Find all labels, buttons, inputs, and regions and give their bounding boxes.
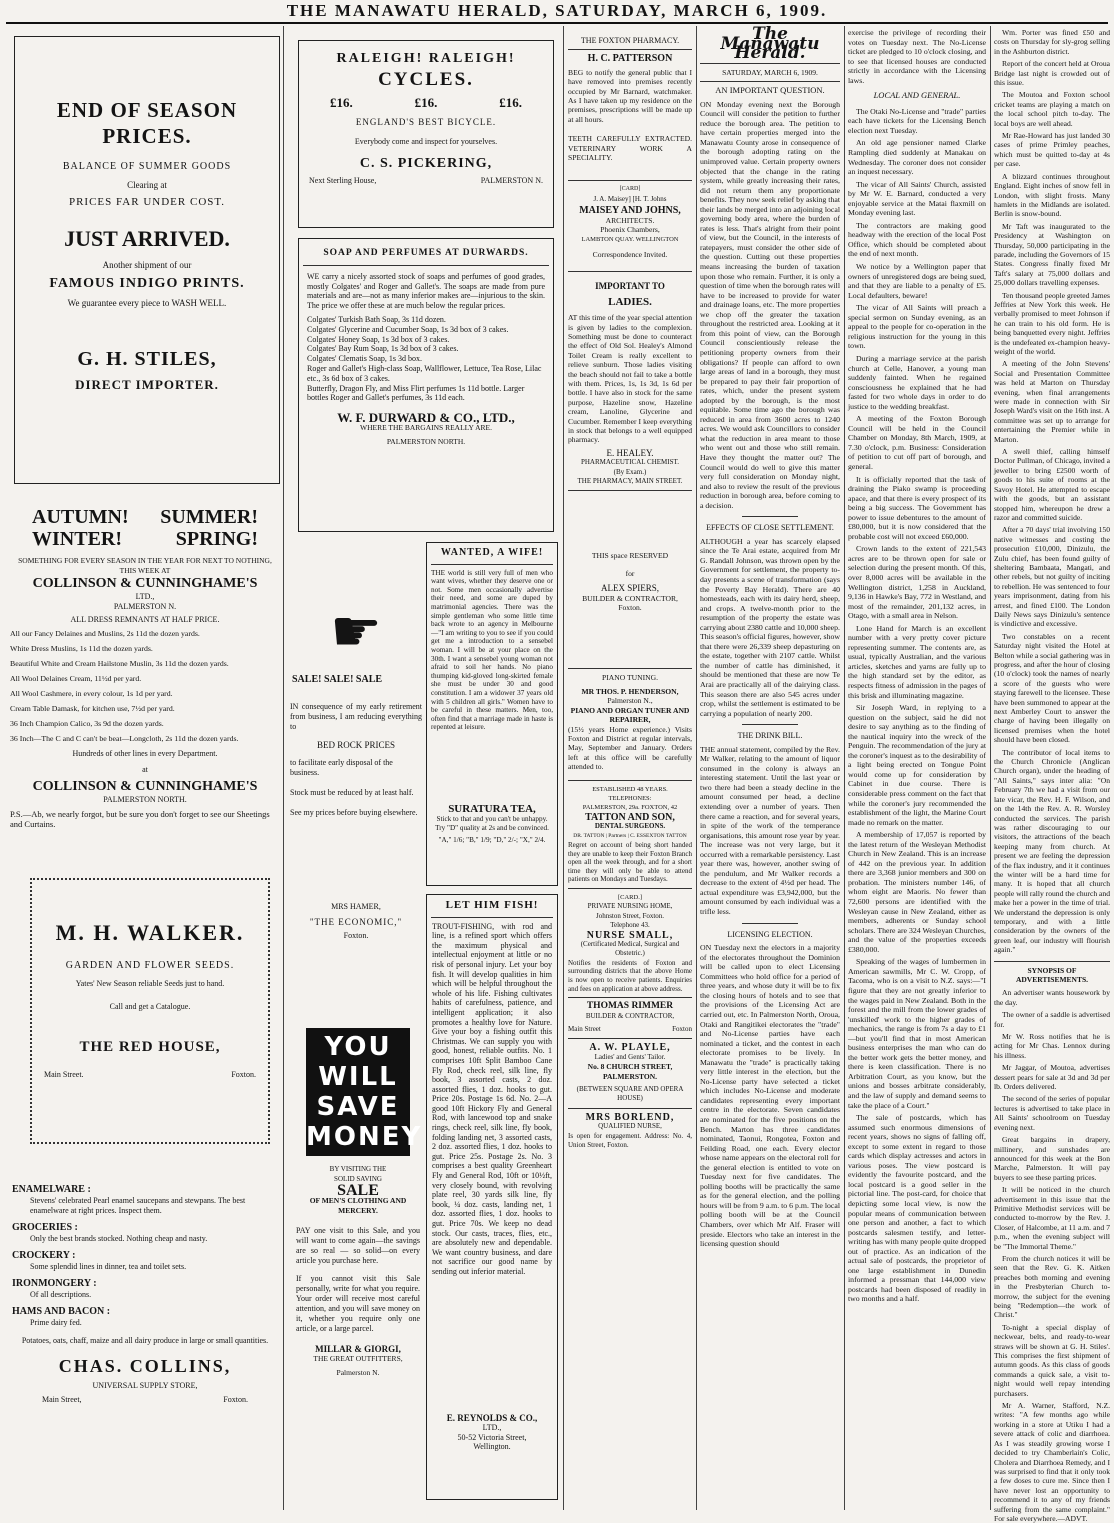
durward-advert <box>298 238 554 532</box>
nurse-home: PRIVATE NURSING HOME, <box>587 902 673 911</box>
maisey-corr: Correspondence Invited. <box>592 249 668 259</box>
fish-ltd: LTD., <box>482 1423 502 1433</box>
collinson-h1a: AUTUMN! <box>32 506 129 528</box>
column-rule <box>990 26 991 1510</box>
collinson-item: Beautiful White and Cream Hailstone Muslin, 3s 11d the dozen yards. <box>10 659 229 668</box>
stiles-title: END OF SEASON PRICES. <box>56 98 238 148</box>
stiles-role: DIRECT IMPORTER. <box>75 377 219 392</box>
patterson-text: BEG to notify the general public that I have removed into premises recently occupied by Mr Barnard, watchmaker. As I have taken up my residence on the premises, prescriptions will be made up at all hours. <box>568 67 692 124</box>
fish-text: TROUT-FISHING, with rod and line, is a refined sport which offers the maximum physical and intellectual enjoyment at little or no risk of personal injury. Let your boy fish. It will develop qualities in him which will be helpful throughout the whole of his life. Fishing cultivates habits of carefulness, patience, and intelligent application; it also promotes a healthy love for Nature. Give your boy a fishing outfit this Christmas. We can supply you with good, honest, reliable outfits. No. 1 comprises 10ft Split Bamboo Cane Fly Rod, check reel, silk line, fly book, 3 assorted casts, 2 doz. assorted flies, 1 doz. hooks to gut. Price 20s. Postage 1s 6d. No. 2—A good 10ft Hickory Fly and General Rod, with lancewood top and snake rings, check reel, silk line, fly book, folding landing net, 3 assorted casts, 2 doz. assorted flies, 1 doz. hooks to gut. Price 25s. Postage 2s. No. 3 comprises a best quality Greenheart Fly and General Rod, 10ft or 10½ft, very closely bound, with revolving plate reel, 30 yards silk line, fly book, ¼ doz. casts, landing net, 1 doz. assorted flies, 1 doz. hooks to gut. Price 70s. We keep no dead stock. Our casts, traces, flies, etc., are absolutely new and dependable. We want country business, and dare not sacrifice our good name by sending out inferior material. <box>432 921 552 1276</box>
local-general-item: The Otaki No-License and "trade" parties each have tickets for the Licensing Bench election next Tuesday. <box>848 106 986 135</box>
local-general-item: The sale of postcards, which has assumed such enormous dimensions of recent years, shows no signs of falling off, except to some extent in regard to those cards which display actresses and actors in various poses. The view postcard is evidently the favourite postcard, and the local postcard is a good seller in the pictorial line. The post-card, for choice that depicting some local view, is now the popular means of communication between one person and another, a fact to which postcards salesmen testify, and letter-writing has with many people quite dropped out of practice. As an indication of the actual sale of postcards, the proprietor of one large establishment in Dunedin informed a pressman that 144,000 view postcards had been disposed of readily in two months and a half. <box>848 1113 986 1304</box>
news-item: A blizzard continues throughout England. Eight inches of snow fell in London, with slight frosts. Many hamlets in the Midlands are isolated. Berlin is snow-bound. <box>994 171 1110 219</box>
settlement-title: EFFECTS OF CLOSE SETTLEMENT. <box>706 523 834 533</box>
news-item: Mr Taft was inaugurated to the Presidency at Washington on Thursday, 50,000 participating in the parade, including the Governors of 15 States. Congress finally fixed Mr Taft's salary at 75,000 dollars and 25,000 dollars travelling expenses. <box>994 221 1110 288</box>
nurse-tel: Telephone 43. <box>610 921 650 930</box>
pointing-hand-icon: ☛ <box>330 599 382 664</box>
news-item: Report of the concert held at Oroua Bridge last night is crowded out of this issue. <box>994 59 1110 88</box>
local-general-title: LOCAL AND GENERAL. <box>873 90 961 101</box>
news-item: Mr Rae-Howard has just landed 30 cases of prime Primley peaches, which must be quitted to-day at 4s per case. <box>994 131 1110 169</box>
fish-head: LET HIM FISH! <box>431 895 553 918</box>
collinson-item: 36 Inch Champion Calico, 3s 9d the dozen yards. <box>10 719 164 728</box>
raleigh-addr: Next Sterling House, <box>309 176 377 185</box>
collins-advert <box>12 1178 278 1508</box>
collinson-item: White Dress Muslins, 1s 11d the dozen yards. <box>10 644 153 653</box>
piano-role: PIANO AND ORGAN TUNER AND REPAIRER, <box>570 705 690 725</box>
raleigh-best: ENGLAND'S BEST BICYCLE. <box>355 117 497 127</box>
healey-exam: (By Exam.) <box>613 467 647 476</box>
nurse-text: Notifies the residents of Foxton and surrounding districts that the above Home is now open to receive patients. Enquiries and fees on application at above address. <box>568 958 692 993</box>
spiers-text: THIS space RESERVED <box>591 551 669 561</box>
collinson-remnants: ALL DRESS REMNANTS AT HALF PRICE. <box>70 615 220 624</box>
raleigh-name: C. S. PICKERING, <box>359 156 493 171</box>
column-4 <box>568 28 692 1508</box>
durward-item: Roger and Gallet's High-class Soap, Wallflower, Lettuce, Tea Rose, Lilac etc., 3s 6d box of 3 cakes. <box>307 363 542 383</box>
stiles-advert <box>14 36 280 484</box>
synopsis-title: SYNOPSIS OF ADVERTISEMENTS. <box>1015 965 1089 984</box>
millar-of: OF MEN'S CLOTHING AND MERCERY. <box>309 1196 407 1215</box>
walker-line1: GARDEN AND FLOWER SEEDS. <box>65 960 235 971</box>
wife-head: WANTED, A WIFE! <box>431 543 553 565</box>
collinson-town2: PALMERSTON NORTH. <box>103 795 187 804</box>
column-5 <box>700 24 840 1508</box>
playle-addr: No. 8 CHURCH STREET, PALMERSTON. <box>587 1062 673 1081</box>
local-general-item: Speaking of the wages of lumbermen in American sawmills, Mr C. W. Cropp, of Tacoma, who is on a visit to N.Z. says:—"I figure that they are not greatly inferior to the wages paid in New Zealand. Both in the forest and the mill from the lower grades of 'unskilled' work to the higher grades of mechanics, the range is from 7s a day to £1—but you'll find that in most American business enterprises the man who can do the better work gets the better money, and there is keen classification. There is no Arbitration Court, as you know, but the unions and bosses arbitrate considerably, and the law of supply and demand seems to take the place of a Court." <box>848 957 986 1110</box>
local-general-item: We notice by a Wellington paper that owners of unregistered dogs are being sued, and that they are liable to a penalty of £5. Local defaulters, beware! <box>848 262 986 300</box>
local-general-item: It is officially reported that the task of draining the Piako swamp is proceeding apace, and that there is every prospect of its being a big success. The Government has power to issue debentures to the amount of £80,000, but it is now considered that the probable cost will not exceed £60,000. <box>848 474 986 541</box>
collinson-h1b: SUMMER! <box>160 506 258 528</box>
synopsis-item: The owner of a saddle is advertised for. <box>994 1010 1110 1029</box>
collinson-item: 36 Inch—The C and C can't be beat—Longcloth, 2s 11d the dozen yards. <box>10 734 239 743</box>
maisey-addr: Phoenix Chambers, <box>600 225 660 235</box>
piano-addr: Palmerston N., <box>607 696 653 706</box>
healey-head2: LADIES. <box>608 295 652 308</box>
spiers-for: for <box>625 568 635 578</box>
synopsis-item: Mr A. Warner, Stafford, N.Z. writes: "A few months ago while working in a store at Utiku I had a severe attack of colic and diarrhoea. As I was steadily growing worse I decided to try Chamberlain's Colic, Cholera and Diarrhoea Remedy, and I was surprised to find that it only took a few doses to cure me. Since then I have never lost an opportunity to recommend it to any of my friends suffering from the same complaint." For sale everywhere.—ADVT. <box>994 1401 1110 1523</box>
drink-title: THE DRINK BILL. <box>737 731 803 741</box>
editorial-title: AN IMPORTANT QUESTION. <box>715 85 825 96</box>
synopsis-item: Mr Jaggar, of Moutoa, advertises dessert pears for sale at 3d and 3d per lb. Orders delivered. <box>994 1063 1110 1092</box>
fish-addr: 50-52 Victoria Street, <box>457 1432 527 1442</box>
news-item: After a 70 days' trial involving 150 native witnesses and costing the prosecution £10,000, Dinizulu, the Zulu chief, has been found guilty of sheltering Bambaata, Mangati, and other rebels, but not guilty of inciting to rebellion. He was sentenced to four years imprisonment, dating from his arrest, and fined £100. The London Daily News says Dinizulu's sentence is vindictive and excessive. <box>994 525 1110 629</box>
local-general-item: An old age pensioner named Clarke Rampling died suddenly at Manakau on Wednesday. The coroner does not consider an inquest necessary. <box>848 138 986 177</box>
collins-potatoes: Potatoes, oats, chaff, maize and all dairy produce in large or small quantities. <box>21 1336 269 1345</box>
synopsis-item: It will be noticed in the church advertisement in this issue that the Primitive Methodist services will be conducted to-morrow by the Rev. J. Closer, of Halcombe, at 11 a.m. and 7 p.m., when the evening subject will be "The Immortal Theme." <box>994 1185 1110 1251</box>
millar-text2: If you cannot visit this Sale personally, write for what you require. Your order will receive most careful attention, and you will save money on it, whether you require only one article, or a large parcel. <box>296 1274 420 1333</box>
stiles-indigo: FAMOUS INDIGO PRINTS. <box>49 276 245 291</box>
news-item: The Moutoa and Foxton school cricket teams are playing a match on the local school pitch to-day. The local boys are well ahead. <box>994 90 1110 128</box>
raleigh-cycles: CYCLES. <box>378 69 474 90</box>
stiles-line4: Another shipment of our <box>102 260 192 270</box>
healey-shop: THE PHARMACY, MAIN STREET. <box>577 477 683 486</box>
column-rule <box>696 26 697 1510</box>
raleigh-invite: Everybody come and inspect for yourselves. <box>354 137 498 146</box>
healey-role: PHARMACEUTICAL CHEMIST. <box>580 458 679 467</box>
spiers-role: BUILDER & CONTRACTOR, <box>582 593 678 603</box>
maisey-role: ARCHITECTS. <box>605 215 655 225</box>
collins-store: UNIVERSAL SUPPLY STORE, <box>92 1381 198 1390</box>
tatton-est: ESTABLISHED 48 YEARS. <box>592 785 668 793</box>
local-general-item: A membership of 17,057 is reported by the latest return of the Wesleyan Methodist Church in New Zealand. This is an increase of 442 on the previous year. In addition there are 3,368 junior members and 300 on probation. The ministers number 146, of whom eight are Maoris. No fewer than 72,600 persons are identified with the Wesleyan cause in New Zealand, either as members, adherents or Sunday school scholars. There are 324 Wesleyan Churches, and the value of the properties exceeds £380,000. <box>848 830 986 954</box>
tatton-name: TATTON AND SON, <box>585 811 675 823</box>
synopsis-item: Great bargains in drapery, millinery, and sunshades are announced for this week at the Bon Marche, Palmerston. It will pay buyers to see these parting prices. <box>994 1135 1110 1182</box>
ywsm-money: MONEY <box>306 1122 423 1152</box>
local-general-item: During a marriage service at the parish church at Celle, Hanover, a young man suddenly fainted. When he regained consciousness he explained that he had fasted for two whole days in order to do justice to the wedding breakfast. <box>848 353 986 411</box>
patterson-head: THE FOXTON PHARMACY. <box>580 36 680 45</box>
playle-role: Ladies' and Gents' Tailor. <box>594 1052 666 1061</box>
collinson-items <box>10 629 280 744</box>
nurse-card: [CARD.] <box>617 893 642 901</box>
stiles-line1: BALANCE OF SUMMER GOODS <box>62 161 232 172</box>
settlement-body: ALTHOUGH a year has scarcely elapsed since the Te Arai estate, acquired from Mr G. Randall Johnson, was thrown open by the Government for settlement, the property to-day presents a scene of transformation (says the Poverty Bay Herald). There are 40 homesteads, each with its dairy herd, sheep, and crops. A twelve-month prior to the resumption of the property the estate was carrying about 2380 cattle and 10,000 sheep. This season's official figures, however, show that there were 26,339 sheep depasturing on the estate, together with 2107 cattle. Whilst the number of cattle has diminished, it should be mentioned that these are now Te Arai are practically all of the dairying class. This season there are also 545 acres under crop, whilst the settlement is estimated to be carrying a population of nearly 200. <box>700 536 840 718</box>
walker-town: Foxton. <box>231 1070 256 1079</box>
collinson-town: PALMERSTON N. <box>113 602 177 611</box>
piano-name: MR THOS. P. HENDERSON, <box>581 686 679 696</box>
collinson-h2b: SPRING! <box>175 528 258 550</box>
licensing-body: ON Tuesday next the electors in a majority of the electorates throughout the Dominion will be called upon to elect Licensing Committees who hold office for a period of three years, and whose duty it will be to fix the closing hours of hotels and to see that the provisions of the Licensing Act are carried out, etc. In Palmerston North, Oroua, Otaki and Rangitikei electorates the "trade" and No-License parties have each nominated a ticket, and the contest in each electorate promises to be lively. In Manawatu the "trade" is practically taking very little interest in the election, but the No-License party have selected a ticket which includes No-License and moderate candidates representing every important centre in the electorate. Seven candidates are nominated for the five positions on the Bench. Marton has three candidates nominated, Taonui, Rongotea, Foxton and Feilding Road, one each. Every elector whose name appears on the electoral roll for the general election is entitled to vote on Tuesday next for five candidates. The polling booths will be practically the same as for the general election, and the polling hours will be from 9 a.m. to 6 p.m. The local polling booth will be at the Council Chambers, over which Mr Alf. Fraser will preside. Electors who take an interest in the licensing question should <box>700 943 840 1249</box>
borlend-text: Is open for engagement. Address: No. 4, Union Street, Foxton. <box>568 1131 692 1150</box>
collins-section-text: Prime dairy fed. <box>30 1318 82 1327</box>
collins-name: CHAS. COLLINS, <box>58 1356 232 1376</box>
local-general-item: Lone Hand for March is an excellent number with a very pretty cover picture representing summer. The contents are, as usual, typically Australian, and the various articles, sketches and yarns are fully up to the high standard set by the editor, as respects fitness of admission in the pages of this brisk and illuminating magazine. <box>848 623 986 700</box>
newspaper-name: The Manawatu Herald. <box>720 24 820 64</box>
synopsis-item: The second of the series of popular lectures is advertised to take place in All Saints' schoolroom on Tuesday evening next. <box>994 1094 1110 1132</box>
durward-item: Butterfly, Dragon Fly, and Miss Flirt perfumes 1s 11d bottle. Larger bottles Roger and Gallet's perfumes, 3s 11d each. <box>307 383 525 403</box>
durward-items <box>299 313 553 405</box>
news-item: A meeting of the John Stevens' Social and Presentation Committee was held at Marton on Thursday evening, when final arrangements were made in connection with Sir Joseph Ward's visit on the 16th inst. A committee was set up to arrange for entertaining the Premier while in Marton. <box>994 359 1110 444</box>
borlend-name: MRS BORLEND, <box>585 1111 675 1123</box>
tatton-role: DENTAL SURGEONS. <box>594 822 666 831</box>
local-general-item: The vicar of All Saints' Church, assisted by Mr W. E. Barnard, conducted a very enjoyable service at the Matai flaxmill on Monday evening last. <box>848 179 986 218</box>
piano-text: (15½ years Home experience.) Visits Foxton and District at regular intervals, May, September and January. Orders left at this office will be carefully attended to. <box>568 724 692 772</box>
hamer-body <box>290 696 422 876</box>
durward-text: WE carry a nicely assorted stock of soaps and perfumes of good grades, mostly Colgates' and Roger and Gallet's. The soaps are made from pure materials and are—not as many inferior makes are—injurious to the skin. The price we offer these at are much below the regular prices. <box>307 271 545 311</box>
walker-name: M. H. WALKER. <box>55 920 245 945</box>
raleigh-town: PALMERSTON N. <box>480 176 543 185</box>
rimmer-role: BUILDER & CONTRACTOR, <box>585 1011 675 1020</box>
news-items <box>994 28 1110 955</box>
durward-item: Colgates' Turkish Bath Soap, 3s 11d dozen. <box>307 314 446 324</box>
wife-advert <box>426 542 558 886</box>
durward-head: SOAP AND PERFUMES AT DURWARDS. <box>303 243 549 266</box>
local-general-item: The vicar of All Saints will preach a special sermon on Sunday evening, as an appeal to the people for co-operation in the religious instruction for the young in this town. <box>848 303 986 351</box>
durward-item: Colgates' Glycerine and Cucumber Soap, 1s 3d box of 3 cakes. <box>307 324 509 334</box>
collinson-intro: SOMETHING FOR EVERY SEASON IN THE YEAR FOR NEXT TO NOTHING, THIS WEEK AT <box>18 556 272 575</box>
tatton-text: Regret on account of being short handed they are unable to keep their Foxton Branch open all the week through, and for a short time they will only be able to attend patients on Mondays and Tuesdays. <box>568 840 692 884</box>
collins-section-head: IRONMONGERY : <box>12 1278 97 1289</box>
millar-sale: SALE <box>337 1182 379 1199</box>
collinson-ps: P.S.—Ab, we nearly forgot, but be sure you don't forget to see our Sheetings and Curtains. <box>10 809 270 829</box>
wife-tea: SURATURA TEA, <box>448 802 536 815</box>
editorial-date: SATURDAY, MARCH 6, 1909. <box>722 67 818 77</box>
collins-sections <box>12 1184 278 1328</box>
maisey-names: J. A. Maisey] [H. T. Johns <box>593 194 667 203</box>
hamer-shop: "THE ECONOMIC," <box>309 917 403 927</box>
collinson-item: Cream Table Damask, for kitchen use, 7½d per yard. <box>10 704 175 713</box>
hamer-text1: IN consequence of my early retirement from business, I am reducing everything to <box>290 702 422 731</box>
healey-name: E. HEALEY. <box>606 447 654 458</box>
synopsis-item: To-night a special display of neckwear, belts, and ready-to-wear straws will be shown at G. H. Stiles'. This comprises the first shipment of autumn goods. As this class of goods commands a quick sale, a visit to-night would well repay intending purchasers. <box>994 1322 1110 1398</box>
synopsis-item: Mr W. Ross notifies that he is acting for Mr Chas. Lennox during his illness. <box>994 1032 1110 1060</box>
collinson-h2a: WINTER! <box>32 528 123 550</box>
synopsis-items <box>994 988 1110 1523</box>
durward-item: Colgates' Honey Soap, 1s 3d box of 3 cakes. <box>307 334 450 344</box>
hamer-signature <box>290 890 422 980</box>
editorial-body: ON Monday evening next the Borough Council will consider the petition to further reduce the borough area. The petition to have certain properties merged into the Manawatu County arose in consequence of the borough adopting rating on the unimproved value. Certain property owners objected that the change in the rating system, while greatly increasing their rates, did not return them any proportionate benefits. They now seek relief by asking that their lands be merged into an adjoining local governing body area, where the burden of rates is less. That's alright from their point of view, but the Council, in the interests of ratepayers, must consider the other side of the question. Cutting out these properties means increasing the burden of taxation upon those who remain. Further, it is only a question of time when the borough rates will have to be increased to provide for water and drainage loans, etc. The more properties we chop off the greater the taxation throughout the restricted area. Looking at it from this point of view, can the Borough Council conscientiously release the petitioning property owners from their obligations? If people can afford to own large areas of land in a borough, they must be prepared to pay their fair proportion of rates, which, under the present system adopted by the borough, is the most equitable. Some time ago the borough was reduced in area from 3600 acres to 1240 acres. We would ask Councillors to consider what the reduction in area meant to those who went out and those who still remain. Have they thought the matter out? The Council would do well to give this matter very full consideration on Monday night, and also to review the result of the previous reduction in borough area, before coming to a decision. <box>700 99 840 510</box>
playle-name: A. W. PLAYLE, <box>589 1042 671 1054</box>
collins-section-text: Of all descriptions. <box>30 1290 92 1299</box>
ywsm-save: SAVE <box>316 1092 400 1122</box>
local-general-item: Sir Joseph Ward, in replying to a question on the subject, said he did not desire to say anything as to the finding of the nautical inquiry into the wreck of the Penguin. The recommendation of the jury at the coroner's inquest as to the desirability of a light being erected on Tongue Point would come up for consideration by Cabinet in due course. There is considerable press comment on the fact that while the coroner's jury recommended the establishment of the light, the Marine Court made no remark on the matter. <box>848 703 986 827</box>
millar-tag: THE GREAT OUTFITTERS, <box>313 1354 403 1363</box>
fish-town: Wellington. <box>473 1442 511 1452</box>
collins-section-head: GROCERIES : <box>12 1222 78 1233</box>
nurse-street: Johnston Street, Foxton. <box>595 911 665 920</box>
maisey-firm: MAISEY AND JOHNS, <box>579 205 681 217</box>
healey-head1: IMPORTANT TO <box>595 281 665 292</box>
news-item: Wm. Porter was fined £50 and costs on Thursday for sly-grog selling in the Ashburton district. <box>994 28 1110 56</box>
column-6 <box>848 28 986 1508</box>
hamer-bedrock: BED ROCK PRICES <box>316 740 396 750</box>
tatton-partners: DR. TATTON | Partners | C. ESSEXTON TATTON <box>573 832 687 839</box>
millar-advert <box>296 1018 423 1508</box>
stiles-line2: Clearing at <box>127 180 167 190</box>
news-item: Two constables on a recent Saturday night visited the Hotel at Belton while a social gathering was in progress, and after the hour of closing (10 o'clock) took the names of nearly a score of the guests who were staying farewell to the licensee. These have been summoned to appear at the next Amberley Court to answer the charge of having been illegally on licensed premises when the hotel should have been closed. <box>994 631 1110 745</box>
ywsm-will: WILL <box>318 1062 398 1092</box>
rimmer-name: THOMAS RIMMER <box>586 1001 674 1012</box>
collins-town: Foxton. <box>223 1395 248 1404</box>
patterson-teeth: TEETH CAREFULLY EXTRACTED. VETERINARY WORK A SPECIALITY. <box>568 134 692 163</box>
licensing-continued: exercise the privilege of recording their votes on Tuesday next. The No-License ticket are pledged to 10 o'clock closing, and to see that licensed houses are conducted strictly in accordance with the Licensing laws. <box>848 28 986 85</box>
fish-advert <box>426 894 558 1500</box>
healey-text: AT this time of the year special attention is given by ladies to the complexion. Something must be done to counteract the effect of Old Sol. Healey's Almond Toilet Cream is really excellent to relieve sunburn. Those ladies visiting the beach should not fail to take a bottle with them. Prices, 1s, 1s 3d, 1s 6d per bottle. I have also in stock for the same purpose, Hazeline snow, Hazeline cream, Lanoline, Glycerine and Cucumber. Remember I keep everything in stock that belongs to a well equipped pharmacy. <box>568 313 692 445</box>
tatton-phones: PALMERSTON, 29a. FOXTON, 42 <box>582 804 678 812</box>
nurse-name: NURSE SMALL, <box>586 929 674 941</box>
drink-body: THE annual statement, compiled by the Rev. Mr Walker, relating to the amount of liquor consumed in the colony is always an interesting statement. Until the last year or two there had been a steady decline in the amount consumed per head, a decline extending over a number of years. Then there came a reaction, and for several years, in spite of the work of the temperance organisations, this amount rose year by year. The increase was not very large, but it occurred with a remarkable persistency. Last year there was, however, another swing of the pendulum, and Mr Walker records a decrease to the extent of 4½d per head. The actual expenditure was £3,942,000, but the amount consumed by each individual was a trifle less. <box>700 744 840 917</box>
raleigh-advert <box>298 40 554 228</box>
collinson-firm: COLLINSON & CUNNINGHAME'S <box>32 576 258 591</box>
masthead: THE MANAWATU HERALD, SATURDAY, MARCH 6, 1909. <box>286 1 828 20</box>
walker-advert <box>30 878 270 1144</box>
hamer-sale: SALE! SALE! SALE <box>292 674 383 685</box>
raleigh-price-2: £16. <box>414 95 438 110</box>
stiles-just-arrived: JUST ARRIVED. <box>64 226 230 251</box>
durward-item: Colgates' Bay Rum Soap, 1s 3d box of 3 cakes. <box>307 344 459 354</box>
local-general-item: Crown lands to the extent of 221,543 acres are to be thrown open for sale or selection during the present month. Of this, over 8,000 acres will be available in the Wellington district, 1,258 in Auckland, 9,136 in Hawke's Bay, 772 in Westland, and most of the remainder, 201,132 acres, in Otago, with a small area in Nelson. <box>848 544 986 621</box>
spiers-town: Foxton. <box>618 603 642 613</box>
local-general-item: The contractors are making good headway with the erection of the local Post Office, which should be completed about the end of next month. <box>848 220 986 259</box>
collins-section-head: HAMS AND BACON : <box>12 1306 111 1317</box>
collinson-firm2: COLLINSON & CUNNINGHAME'S <box>32 779 258 794</box>
collins-section-text: Only the best brands stocked. Nothing cheap and nasty. <box>30 1234 208 1243</box>
collinson-at: at <box>142 765 148 774</box>
column-7 <box>994 28 1110 1523</box>
raleigh-price-1: £16. <box>329 95 353 110</box>
collinson-item: All Wool Cashmere, in every colour, 1s 1d per yard. <box>10 689 173 698</box>
walker-street: Main Street. <box>44 1070 84 1079</box>
piano-head: PIANO TUNING. <box>602 673 658 683</box>
column-rule <box>283 26 284 1510</box>
tatton-tel: TELEPHONES: <box>608 794 652 802</box>
hamer-text3: Stock must be reduced by at least half. <box>290 788 414 797</box>
local-general-item: A meeting of the Foxton Borough Council will be held in the Council Chamber on Monday, 8th March, 1909, at 7.30 o'clock, p.m. Business: Consideration of petition to cut off part of borough, and general. <box>848 414 986 471</box>
collinson-item: All our Fancy Delaines and Muslins, 2s 11d the dozen yards. <box>10 629 200 638</box>
wife-tagline: Stick to that and you can't be unhappy. Try "D" quality at 2s and be convinced. <box>435 815 549 832</box>
local-general-items <box>848 107 986 1304</box>
hamer-text4: See my prices before buying elsewhere. <box>290 808 418 817</box>
walker-line2: Yates' New Season reliable Seeds just to hand. <box>75 979 225 988</box>
durward-slogan: WHERE THE BARGAINS REALLY ARE. <box>360 422 492 432</box>
durward-item: Colgates' Clematis Soap, 1s 3d box. <box>307 354 422 364</box>
hamer-name: MRS HAMER, <box>331 902 381 911</box>
licensing-title: LICENSING ELECTION. <box>727 929 813 939</box>
millar-name: MILLAR & GIORGI, <box>315 1344 401 1354</box>
collins-street: Main Street, <box>42 1395 82 1404</box>
raleigh-price-3: £16. <box>499 95 523 110</box>
hamer-text2: to facilitate early disposal of the business. <box>290 758 393 777</box>
collins-section-head: CROCKERY : <box>12 1250 76 1261</box>
collinson-advert <box>10 506 280 856</box>
stiles-line3: PRICES FAR UNDER COST. <box>68 196 226 208</box>
spiers-name: ALEX SPIERS, <box>600 583 659 594</box>
millar-by: BY VISITING THE <box>329 1165 387 1173</box>
collinson-hundreds: Hundreds of other lines in every Department. <box>72 749 218 758</box>
durward-town: PALMERSTON NORTH. <box>386 436 466 446</box>
synopsis-item: An advertiser wants housework by the day. <box>994 988 1110 1007</box>
walker-line3: Call and get a Catalogue. <box>109 1002 191 1011</box>
maisey-town: LAMBTON QUAY. WELLINGTON <box>581 235 679 243</box>
news-item: Ten thousand people greeted James Jeffries at New York this week. He verbally promised to meet Johnson if he can train to his old form. He is being banquetted every night. Jeffries is the undefeated ex-champion heavy-weight of the world. <box>994 290 1110 356</box>
collinson-item: All Wool Delaines Cream, 11½d per yard. <box>10 674 142 683</box>
millar-text1: PAY one visit to this Sale, and you will want to come again—the savings are so real — so solid—on every article you purchase here. <box>296 1226 420 1265</box>
news-item: A swell thief, calling himself Doctor Pullman, of Chicago, invited a jeweller to bring £2500 worth of goods to his suite of rooms at the Savoy Hotel. He attempted to escape with the goods, but an assistant stopped him, whereupon he drew a razor and committed suicide. <box>994 447 1110 522</box>
news-item: The contributor of local items to the Church Chronicle (Anglican Church organ), under the heading of "All Saints," says inter alia: "On February 7th we had a visit from our late vicar, the Rev. H. F. Wilson, and on the 14th the Rev. A. R. Worsley conducted the services. The parish was rather discouraging to our visitors, the attractions of the beach keeping many from church. At present we are feeling the depression of the flax industry, and it it continues the winter will be a hard time for many. It is hoped that all church people will rally round the church and make her a power in the time of trial. We understand the depression is only temporary, and with a little consideration by the owners of the green leaf, our industry will flourish again." <box>994 747 1110 955</box>
rimmer-street: Main Street <box>568 1024 601 1033</box>
nurse-cert: (Certificated Medical, Surgical and Obstetric.) <box>580 939 680 958</box>
stiles-line5: We guarantee every piece to WASH WELL. <box>67 298 227 308</box>
collins-section-text: Stevens' celebrated Pearl enamel saucepans and stewpans. The best enamelware at right prices. Inspect them. <box>30 1196 246 1215</box>
walker-house: THE RED HOUSE, <box>79 1039 221 1055</box>
wife-text: THE world is still very full of men who want wives, whether they deserve one or not. Some men occasionally advertise their need, and some are duped by matrimonial agencies. There was the simple gentleman who some little time back wrote to an agency in Melbourne—"I am writing to you to see if you could get me a introduction to a sensebel woman. I will be at your place on the 30th. I want a sensebel young woman not afraid to soil her hands. No piano thumping kid-gloved long-skirted female she must be under 30 and good constitution. I am a widower 37 years old with 5 children all girls." Women have to be careful in these matters. Men, too, often find that a marriage made in haste is repented at leisure. <box>431 568 553 732</box>
stiles-name: G. H. STILES, <box>77 348 217 370</box>
column-rule <box>844 26 845 1510</box>
rimmer-town: Foxton <box>672 1024 692 1033</box>
borlend-role: QUALIFIED NURSE, <box>598 1122 662 1131</box>
millar-town: Palmerston N. <box>336 1368 380 1377</box>
collins-section-head: ENAMELWARE : <box>12 1184 91 1195</box>
wife-prices: "A," 1/6; "B," 1/9; "D," 2/-; "X," 2/4. <box>438 836 546 845</box>
millar-solid: SOLID SAVING <box>334 1175 382 1183</box>
ywsm-you: YOU <box>324 1032 392 1062</box>
masthead-rule <box>6 22 1108 24</box>
hamer-town: Foxton. <box>343 931 369 940</box>
collins-section-text: Some splendid lines in dinner, tea and toilet sets. <box>30 1262 187 1271</box>
patterson-name: H. C. PATTERSON <box>587 53 673 65</box>
durward-name: W. F. DURWARD & CO., LTD., <box>337 410 515 426</box>
synopsis-item: From the church notices it will be seen that the Rev. G. K. Aitken preaches both morning and evening in the Presbyterian Church to-morrow, the subject for the evening being "Redemption—the work of Christ." <box>994 1253 1110 1320</box>
you-will-save-money-banner <box>306 1028 423 1156</box>
playle-between: (BETWEEN SQUARE AND OPERA HOUSE) <box>576 1085 684 1103</box>
raleigh-head: RALEIGH! RALEIGH! <box>336 51 516 66</box>
fish-name: E. REYNOLDS & CO., <box>446 1412 538 1423</box>
collinson-ltd: LTD., <box>135 592 155 601</box>
column-rule <box>563 26 564 1510</box>
maisey-card: [CARD] <box>619 186 641 193</box>
